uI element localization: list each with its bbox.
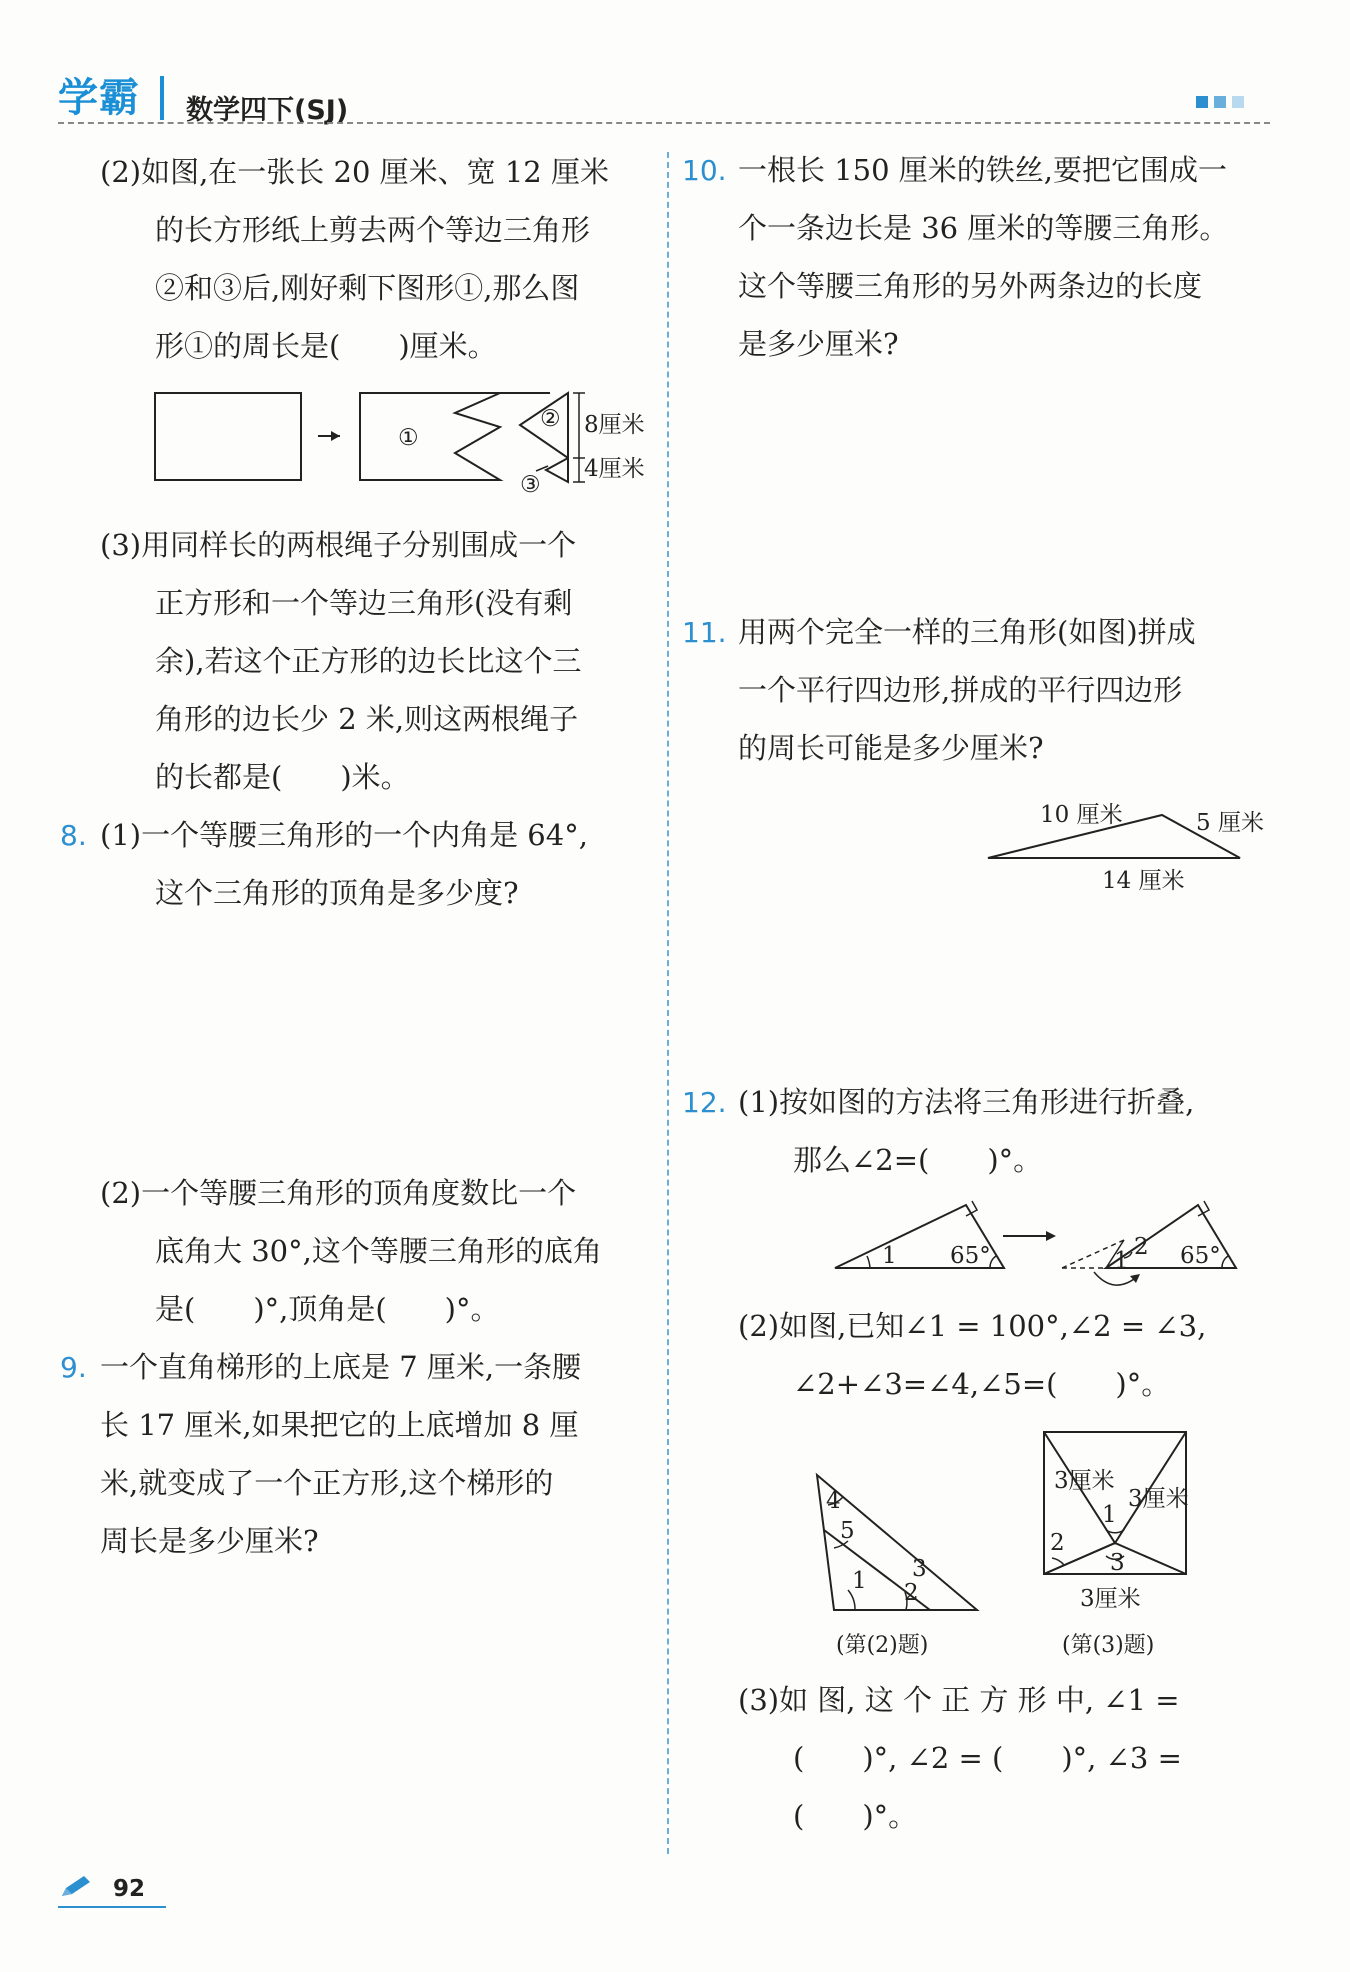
q8-1-line: (1)一个等腰三角形的一个内角是 64°, [100,818,588,852]
q7-3-line: 正方形和一个等边三角形(没有剩 [155,586,573,620]
question-number: 11. [682,616,727,649]
q12-3-line: ( )°, ∠2 = ( )°, ∠3 = [793,1741,1182,1775]
length-label-a: 3厘米 [1054,1468,1115,1494]
q12-1-line: 那么∠2=( )°。 [793,1143,1043,1177]
length-label-4: 4厘米 [584,456,645,482]
angle-3-label: 3 [1110,1550,1125,1576]
q10-line: 个一条边长是 36 厘米的等腰三角形。 [738,211,1229,245]
pencil-icon [58,1874,94,1900]
footer-rule [58,1906,166,1908]
q10-line: 是多少厘米? [738,327,899,361]
q7-2-line: 形①的周长是( )厘米。 [155,329,497,363]
figure-caption-2: (第(2)题) [836,1633,929,1658]
q11-line: 的周长可能是多少厘米? [738,731,1044,765]
q7-3-line: 角形的边长少 2 米,则这两根绳子 [155,702,579,736]
page-title: 数学四下(SJ) [186,95,349,126]
question-number: 9. [60,1351,87,1384]
angle-65-label-folded: 65° [1180,1243,1221,1269]
q9-line: 长 17 厘米,如果把它的上底增加 8 厘 [100,1408,579,1442]
question-number: 12. [682,1086,727,1119]
angle-1-label: 1 [852,1568,867,1594]
side-label-14: 14 厘米 [1102,868,1185,894]
q8-2-line: 底角大 30°,这个等腰三角形的底角 [155,1234,602,1268]
q7-2-line: ②和③后,刚好剩下图形①,那么图 [155,271,580,305]
length-label-c: 3厘米 [1080,1586,1141,1612]
q8-2-line: (2)一个等腰三角形的顶角度数比一个 [100,1176,577,1210]
q12-1-line: (1)按如图的方法将三角形进行折叠, [738,1085,1195,1119]
q9-line: 周长是多少厘米? [100,1524,319,1558]
side-label-5: 5 厘米 [1196,810,1264,836]
page-number: 92 [113,1876,146,1902]
q7-3-line: 余),若这个正方形的边长比这个三 [155,644,582,678]
q10-line: 这个等腰三角形的另外两条边的长度 [738,269,1203,303]
q11-line: 一个平行四边形,拼成的平行四边形 [738,673,1183,707]
question-number: 10. [682,154,727,187]
q8-1-line: 这个三角形的顶角是多少度? [155,876,519,910]
angle-2-label: 2 [1134,1234,1149,1260]
q12-2-line: ∠2+∠3=∠4,∠5=( )°。 [793,1367,1171,1401]
q7-2-line: (2)如图,在一张长 20 厘米、宽 12 厘米 [100,155,609,189]
q11-line: 用两个完全一样的三角形(如图)拼成 [738,615,1196,649]
logo: 学霸 [58,75,140,121]
q7-3-line: (3)用同样长的两根绳子分别围成一个 [100,528,577,562]
q7-3-line: 的长都是( )米。 [155,760,410,794]
angle-1-label: 1 [882,1243,897,1269]
angle-2-label: 2 [1050,1530,1065,1556]
angle-4-label: 4 [826,1488,841,1514]
q12-3-line: ( )°。 [793,1799,918,1833]
q9-line: 一个直角梯形的上底是 7 厘米,一条腰 [100,1350,582,1384]
q7-2-line: 的长方形纸上剪去两个等边三角形 [155,213,591,247]
angle-3-label: 3 [912,1556,927,1582]
angle-65-label: 65° [950,1243,991,1269]
angle-5-label: 5 [840,1518,855,1544]
side-label-10: 10 厘米 [1040,802,1123,828]
angle-2-label: 2 [904,1580,919,1606]
figure-caption-3: (第(3)题) [1062,1633,1155,1658]
figure-label-triangle-3: ③ [520,472,541,498]
q9-line: 米,就变成了一个正方形,这个梯形的 [100,1466,554,1500]
figure-label-triangle-2: ② [540,406,561,432]
figure-label-region-1: ① [398,425,419,451]
q12-3-line: (3)如 图, 这 个 正 方 形 中, ∠1 = [738,1683,1180,1717]
length-label-b: 3厘米 [1128,1486,1189,1512]
q8-2-line: 是( )°,顶角是( )°。 [155,1292,500,1326]
question-number: 8. [60,819,87,852]
angle-1-label: 1 [1102,1502,1117,1528]
angle-1-label-folded: 1 [1114,1248,1129,1274]
q10-line: 一根长 150 厘米的铁丝,要把它围成一 [738,153,1228,187]
q12-2-line: (2)如图,已知∠1 = 100°,∠2 = ∠3, [738,1309,1207,1343]
length-label-8: 8厘米 [584,412,645,438]
